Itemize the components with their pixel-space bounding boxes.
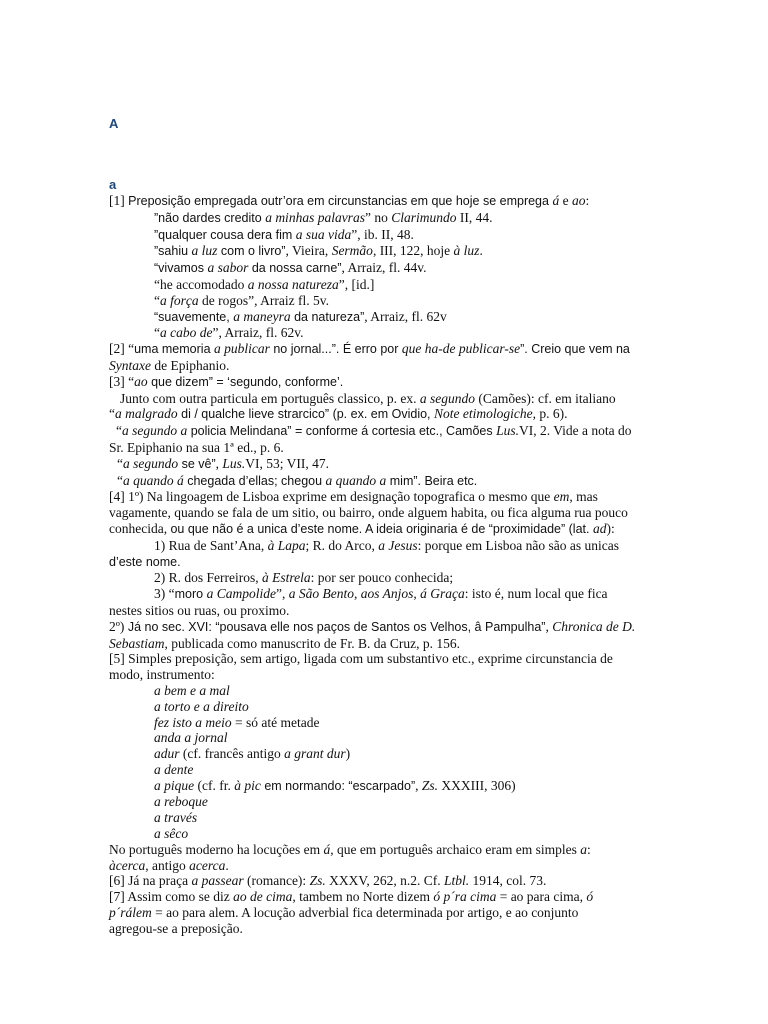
- text-line: [109, 456, 659, 473]
- text-line: [109, 406, 659, 423]
- text-span: : porque em Lisboa não são as unicas: [417, 537, 619, 553]
- entry-heading: a: [109, 177, 117, 192]
- italic-span: à pic: [234, 777, 261, 793]
- text-span: XXXV, 262, n.2. Cf.: [325, 873, 444, 889]
- text-span: Sr. Epiphanio na sua 1ª ed., p. 6.: [109, 439, 284, 455]
- italic-span: que ha-de publicar-se: [401, 341, 521, 357]
- text-line: [109, 193, 659, 210]
- text-line: [109, 538, 659, 554]
- text-span: se vê”: [178, 456, 216, 471]
- italic-span: à luz: [453, 243, 480, 259]
- text-line: [109, 227, 659, 244]
- text-line: [109, 921, 659, 937]
- text-span: (Camões): cf. em italiano: [475, 390, 616, 406]
- text-line: [109, 746, 659, 762]
- text-span: 3) “: [154, 586, 175, 602]
- italic-span: Zs.: [309, 873, 326, 889]
- italic-span: Lus.: [222, 455, 246, 471]
- text-span: ):: [606, 520, 615, 536]
- text-span: = só até metade: [231, 714, 320, 730]
- text-line: [109, 570, 659, 586]
- text-span: Preposição empregada outr’ora em circunstancias em que hoje se emprega: [128, 194, 553, 208]
- text-span: Já no sec. XVI: “pousava elle nos paços de Santos os Velhos, â Pampulha”: [127, 619, 546, 634]
- text-span: d’este nome.: [109, 554, 181, 569]
- text-span: de rogos”, Arraiz fl. 5v.: [198, 292, 329, 308]
- text-span: que dizem” = ‘segundo, conforme’.: [147, 374, 344, 389]
- text-span: ”não dardes credito: [154, 210, 266, 225]
- italic-span: a publicar: [214, 341, 270, 357]
- text-span: e: [559, 193, 572, 208]
- italic-span: a bem e a mal: [154, 682, 230, 698]
- italic-span: á: [552, 193, 560, 208]
- text-span: , que em português archaico eram em simples: [330, 841, 581, 857]
- text-span: XXXIII, 306): [438, 777, 516, 793]
- italic-span: Ltbl.: [443, 873, 470, 889]
- italic-span: a sêco: [154, 826, 189, 842]
- text-line: [109, 651, 659, 667]
- text-span: 1914, col. 73.: [469, 873, 547, 889]
- text-span: “he accomodado: [154, 276, 248, 292]
- text-line: [109, 423, 659, 440]
- italic-span: a pique: [154, 777, 195, 793]
- italic-span: Sebastiam: [109, 635, 165, 651]
- section-heading: A: [109, 116, 119, 131]
- text-span: ,: [413, 586, 421, 602]
- text-span: (cf. fr.: [194, 777, 235, 793]
- text-span: = ao para alem. A locução adverbial fica determinada por artigo, e ao conjunto: [151, 905, 579, 921]
- italic-span: a segundo a: [122, 423, 188, 439]
- text-span: , III, 122, hoje: [372, 243, 454, 259]
- text-span: , publicada como manuscrito de Fr. B. da Cruz, p. 156.: [164, 635, 460, 651]
- text-span: .: [479, 243, 483, 259]
- text-span: 2) R. dos Ferreiros,: [154, 570, 262, 586]
- italic-span: ao de cima: [233, 889, 293, 905]
- text-span: “: [117, 455, 123, 471]
- text-line: [109, 715, 659, 731]
- text-line: [109, 277, 659, 293]
- text-span: , Arraiz, fl. 62v: [364, 308, 447, 324]
- text-line: [109, 243, 659, 260]
- italic-span: a reboque: [154, 794, 208, 810]
- italic-span: Chronica de D.: [552, 618, 636, 634]
- text-line: [109, 260, 659, 277]
- text-span: ou que não é a unica d’este nome. A ideia originaria é de “proximidade” (lat.: [170, 521, 593, 536]
- italic-span: a través: [154, 810, 198, 826]
- text-span: ” no: [364, 209, 392, 225]
- text-line: [109, 873, 659, 889]
- italic-span: a grant dur: [284, 746, 346, 762]
- text-span: [2] “: [109, 341, 135, 357]
- italic-span: Sermão: [331, 243, 373, 259]
- text-line: [109, 358, 659, 374]
- italic-span: à Lapa: [267, 537, 306, 553]
- text-span: policia Melindana” = conforme á cortesia etc., Camões: [187, 424, 497, 439]
- text-line: [109, 619, 659, 636]
- text-line: [109, 440, 659, 456]
- italic-span: adur: [154, 746, 180, 762]
- text-span: , p. 6).: [532, 406, 568, 422]
- text-span: “: [154, 292, 160, 308]
- text-span: ; R. do Arco,: [305, 537, 379, 553]
- italic-span: a São Bento: [288, 586, 354, 602]
- entry-body: [109, 177, 659, 937]
- text-line: [109, 730, 659, 746]
- text-span: no jornal...”. É erro por: [269, 342, 402, 357]
- italic-span: Lus.: [496, 423, 519, 439]
- italic-span: a quando á: [123, 472, 184, 488]
- text-span: , Arraiz, fl. 44v.: [341, 260, 427, 276]
- text-span: = ao para cima,: [496, 889, 587, 905]
- text-span: VI, 53; VII, 47.: [245, 455, 330, 471]
- text-span: “suavemente,: [154, 309, 234, 324]
- text-span: [3] “: [109, 373, 135, 389]
- text-line: [109, 858, 659, 874]
- text-span: ,: [215, 455, 223, 471]
- text-line: [109, 374, 659, 391]
- text-span: ”, ib. II, 48.: [351, 226, 414, 242]
- text-span: [4] 1º) Na lingoagem de Lisboa exprime em designação topografica o mesmo que: [109, 489, 554, 505]
- italic-span: fez isto a meio: [154, 714, 232, 730]
- text-line: [109, 683, 659, 699]
- italic-span: a malgrado: [115, 406, 178, 422]
- italic-span: a Jesus: [378, 537, 418, 553]
- text-span: conhecida,: [109, 520, 171, 536]
- text-line: [109, 778, 659, 795]
- text-span: :: [587, 841, 591, 857]
- text-line: [109, 905, 659, 921]
- entry-text: [109, 193, 659, 937]
- text-span: com o livro”: [217, 244, 286, 259]
- italic-span: a sabor: [207, 260, 249, 276]
- text-span: [1]: [109, 193, 129, 208]
- text-span: [5] Simples preposição, sem artigo, ligada com um substantivo etc., exprime circunstancia de: [109, 651, 613, 667]
- text-span: No português moderno ha locuções em: [109, 841, 324, 857]
- text-span: VI, 2. Vide a nota do: [518, 423, 632, 439]
- text-span: ”, [id.]: [338, 276, 375, 292]
- text-span: “: [154, 325, 160, 341]
- text-line: [109, 210, 659, 227]
- text-span: chegada d’ellas; chegou: [183, 473, 326, 488]
- text-line: [109, 699, 659, 715]
- text-line: [109, 794, 659, 810]
- text-line: [109, 309, 659, 326]
- italic-span: á Graça: [420, 586, 465, 602]
- text-span: da natureza”: [290, 309, 365, 324]
- italic-span: a passear: [191, 873, 244, 889]
- text-span: vagamente, quando se fala de um sitio, ou bairro, onde alguem habita, ou fica alguma rua pouco: [109, 505, 628, 521]
- italic-span: ao: [571, 193, 586, 208]
- text-span: ”qualquer cousa dera fim: [154, 227, 296, 242]
- text-span: Junto com outra particula em português classico, p. ex.: [120, 390, 420, 406]
- text-span: agregou-se a preposição.: [109, 920, 243, 936]
- italic-span: a luz: [191, 243, 218, 259]
- italic-span: Zs.: [421, 777, 438, 793]
- text-line: [109, 667, 659, 683]
- text-span: : isto é, num local que fica: [464, 586, 608, 602]
- italic-span: Syntaxe: [109, 357, 151, 373]
- text-line: [109, 341, 659, 358]
- text-span: , mas: [569, 489, 598, 505]
- italic-span: ó p´ra cima: [433, 889, 497, 905]
- italic-span: a cabo de: [160, 325, 213, 341]
- text-line: [109, 293, 659, 309]
- italic-span: a sua vida: [295, 226, 352, 242]
- italic-span: a dente: [154, 761, 194, 777]
- text-span: , tambem no Norte dizem: [292, 889, 434, 905]
- text-line: [109, 636, 659, 652]
- text-span: : por ser pouco conhecida;: [310, 570, 454, 586]
- text-span: (cf. francês antigo: [179, 746, 285, 762]
- text-line: [109, 842, 659, 858]
- text-line: [109, 762, 659, 778]
- text-span: ”,: [275, 586, 289, 602]
- italic-span: á: [323, 841, 331, 857]
- italic-span: a força: [160, 292, 199, 308]
- text-span: uma memoria: [134, 342, 214, 357]
- italic-span: Note etimologiche: [434, 406, 533, 422]
- text-span: “vivamos: [154, 261, 208, 276]
- text-span: mim”. Beira etc.: [386, 473, 478, 488]
- text-span: [7] Assim como se diz: [109, 889, 234, 905]
- text-span: modo, instrumento:: [109, 667, 215, 683]
- text-span: .: [225, 857, 229, 873]
- italic-span: p´rálem: [109, 905, 152, 921]
- text-line: [109, 826, 659, 842]
- text-line: [109, 603, 659, 619]
- text-line: [109, 505, 659, 521]
- text-span: di / qualche lieve strarcico” (p. ex. em Ovidio,: [177, 407, 434, 422]
- text-span: ,: [545, 618, 553, 634]
- text-span: em normando: “escarpado”: [260, 778, 416, 793]
- text-line: [109, 889, 659, 905]
- text-span: ”. Creio que vem na: [520, 342, 630, 357]
- text-span: “: [116, 423, 122, 439]
- text-span: 1) Rua de Sant’Ana,: [154, 537, 268, 553]
- italic-span: ao: [134, 373, 148, 389]
- italic-span: a minhas palavras: [265, 209, 365, 225]
- text-span: ”, Arraiz, fl. 62v.: [212, 325, 304, 341]
- italic-span: a Campolide: [206, 586, 276, 602]
- text-span: II, 44.: [456, 209, 493, 225]
- italic-span: aos Anjos: [360, 586, 414, 602]
- italic-span: a segundo: [419, 390, 476, 406]
- italic-span: ad: [592, 520, 607, 536]
- text-span: :: [585, 193, 590, 208]
- italic-span: a torto e a direito: [154, 698, 249, 714]
- text-span: ”sahiu: [154, 244, 192, 259]
- text-span: (romance):: [243, 873, 310, 889]
- text-span: ,: [353, 586, 361, 602]
- text-line: [109, 473, 659, 490]
- italic-span: a quando a: [325, 472, 387, 488]
- text-span: de Epiphanio.: [150, 357, 230, 373]
- text-line: [109, 810, 659, 826]
- text-line: [109, 489, 659, 505]
- text-line: [109, 325, 659, 341]
- text-span: “: [109, 406, 115, 422]
- text-span: , Vieira,: [285, 243, 332, 259]
- text-span: “: [117, 472, 123, 488]
- italic-span: à Estrela: [262, 570, 311, 586]
- text-line: [109, 521, 659, 538]
- text-span: [6] Já na praça: [109, 873, 192, 889]
- italic-span: a nossa natureza: [247, 276, 339, 292]
- italic-span: em: [553, 489, 570, 505]
- text-span: ,: [415, 777, 422, 793]
- text-span: 2º): [109, 618, 128, 634]
- italic-span: a segundo: [123, 455, 179, 471]
- italic-span: a: [580, 841, 587, 857]
- italic-span: Clarimundo: [391, 209, 457, 225]
- text-span: , antigo: [145, 857, 190, 873]
- text-span: moro: [174, 587, 207, 602]
- text-line: [109, 586, 659, 603]
- italic-span: ó: [586, 889, 594, 905]
- italic-span: anda a jornal: [154, 730, 228, 746]
- text-line: [109, 554, 659, 571]
- text-span: nestes sitios ou ruas, ou proximo.: [109, 602, 290, 618]
- text-line: [109, 391, 659, 407]
- italic-span: àcerca: [109, 857, 146, 873]
- text-span: da nossa carne”: [248, 261, 342, 276]
- italic-span: acerca: [189, 857, 226, 873]
- text-span: ): [345, 746, 351, 762]
- italic-span: a maneyra: [233, 308, 291, 324]
